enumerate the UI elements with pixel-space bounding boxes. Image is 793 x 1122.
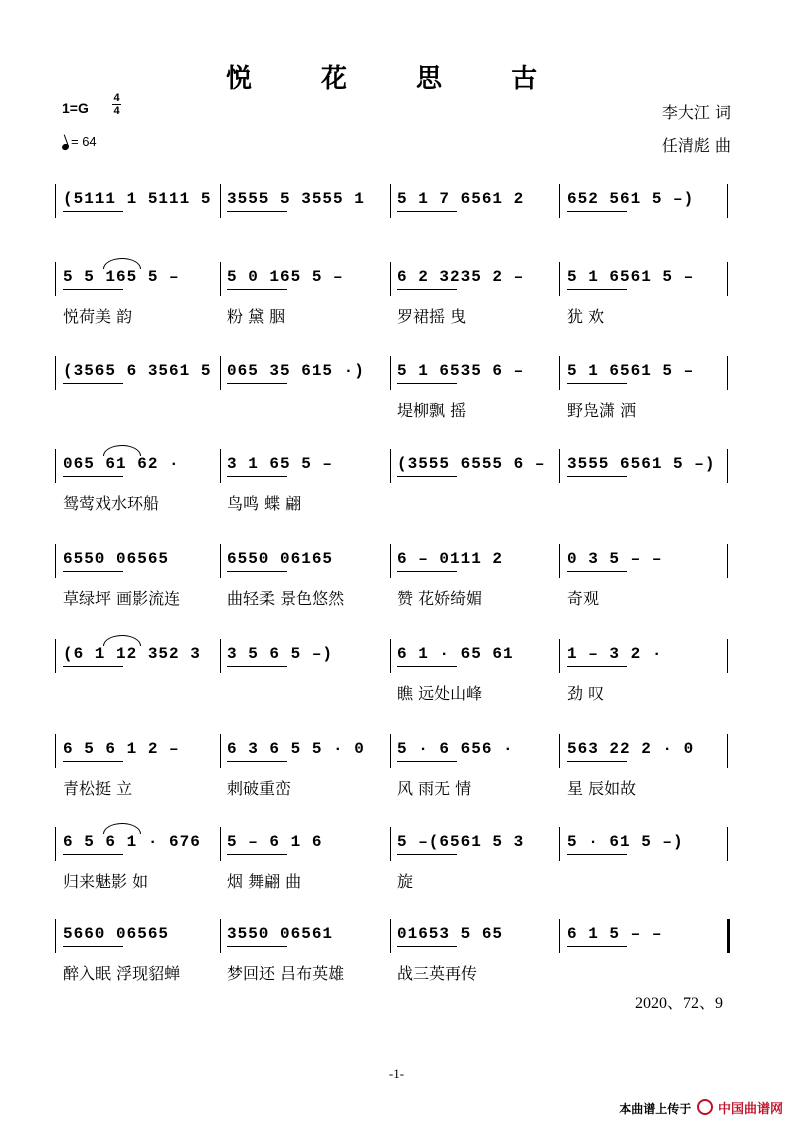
barline <box>559 262 560 296</box>
lyric-text: 旋 <box>397 872 414 891</box>
lyric-text: 刺破重峦 <box>227 779 292 798</box>
barline <box>220 262 221 296</box>
tempo-marking <box>62 134 97 149</box>
barline <box>220 827 221 861</box>
beam-underline <box>227 211 287 212</box>
measure-notes: 3 1 65 5 – <box>227 455 334 473</box>
page-number: -1- <box>388 1066 405 1081</box>
measure-notes: 5 5 165 5 – <box>63 268 180 286</box>
measure-notes: 6 5 6 1 · 676 <box>63 833 201 851</box>
slur-mark <box>103 445 141 456</box>
staff-row <box>55 833 735 861</box>
beam-underline <box>397 666 457 667</box>
beam-underline <box>227 854 287 855</box>
barline <box>220 356 221 390</box>
measure-notes: 5 1 6535 6 – <box>397 362 525 380</box>
key-signature: 1=G <box>62 100 89 116</box>
beam-underline <box>567 854 627 855</box>
barline <box>220 544 221 578</box>
beam-underline <box>567 571 627 572</box>
barline <box>727 356 728 390</box>
barline <box>390 919 391 953</box>
beam-underline <box>63 289 123 290</box>
beam-underline <box>567 946 627 947</box>
time-signature-bottom: 4 <box>113 105 120 117</box>
lyric-text: 草绿坪 画影流连 <box>63 589 181 608</box>
lyric-row <box>55 586 735 608</box>
beam-underline <box>63 666 123 667</box>
barline <box>220 919 221 953</box>
beam-underline <box>397 211 457 212</box>
lyric-text: 野凫潇 洒 <box>567 401 637 420</box>
barline <box>727 639 728 673</box>
barline <box>55 734 56 768</box>
beam-underline <box>397 571 457 572</box>
barline <box>390 356 391 390</box>
barline <box>390 827 391 861</box>
beam-underline <box>227 289 287 290</box>
barline <box>727 827 728 861</box>
lyric-text: 风 雨无 情 <box>397 779 472 798</box>
barline <box>55 262 56 296</box>
barline <box>220 449 221 483</box>
lyric-text: 曲轻柔 景色悠然 <box>227 589 345 608</box>
barline <box>55 544 56 578</box>
staff-row <box>55 362 735 390</box>
lyric-text: 青松挺 立 <box>63 779 133 798</box>
measure-notes: 5 – 6 1 6 <box>227 833 323 851</box>
barline <box>390 544 391 578</box>
lyric-text: 鸟鸣 蝶 翩 <box>227 494 302 513</box>
barline <box>727 184 728 218</box>
measure-notes: 5 1 7 6561 2 <box>397 190 525 208</box>
measure-notes: 01653 5 65 <box>397 925 504 943</box>
barline <box>559 827 560 861</box>
beam-underline <box>63 946 123 947</box>
measure-notes: 3555 6561 5 –) <box>567 455 716 473</box>
measure-notes: (3565 6 3561 5 <box>63 362 212 380</box>
lyric-row <box>55 869 735 891</box>
lyric-text: 罗裙摇 曳 <box>397 307 467 326</box>
lyric-text: 劲 叹 <box>567 684 605 703</box>
lyric-text: 归来魅影 如 <box>63 872 149 891</box>
barline <box>55 356 56 390</box>
beam-underline <box>227 946 287 947</box>
lyric-text: 梦回还 吕布英雄 <box>227 964 345 983</box>
beam-underline <box>63 476 123 477</box>
barline <box>390 262 391 296</box>
staff-row <box>55 268 735 296</box>
beam-underline <box>397 476 457 477</box>
beam-underline <box>63 211 123 212</box>
time-signature <box>112 92 121 117</box>
measure-notes: 6 5 6 1 2 – <box>63 740 180 758</box>
measure-notes: 3 5 6 5 –) <box>227 645 334 663</box>
measure-notes: 5 · 6 656 · <box>397 740 514 758</box>
barline <box>559 184 560 218</box>
lyric-row <box>55 776 735 798</box>
measure-notes: 5 0 165 5 – <box>227 268 344 286</box>
beam-underline <box>63 383 123 384</box>
barline <box>727 262 728 296</box>
barline <box>390 734 391 768</box>
date: 2020、72、9 <box>634 995 723 1012</box>
beam-underline <box>567 383 627 384</box>
measure-notes: 6550 06165 <box>227 550 334 568</box>
lyric-row <box>55 304 735 326</box>
measure-notes: 5 · 61 5 –) <box>567 833 684 851</box>
barline <box>559 639 560 673</box>
lyric-text: 星 辰如故 <box>567 779 637 798</box>
barline <box>220 184 221 218</box>
beam-underline <box>63 761 123 762</box>
beam-underline <box>567 289 627 290</box>
measure-notes: 6 2 3235 2 – <box>397 268 525 286</box>
time-signature-top: 4 <box>113 92 120 104</box>
lyricist-credit: 李大江 词 <box>661 103 731 122</box>
measure-notes: 0 3 5 – – <box>567 550 663 568</box>
barline <box>390 639 391 673</box>
measure-notes: (5111 1 5111 5 <box>63 190 212 208</box>
lyric-row <box>55 398 735 420</box>
barline <box>55 827 56 861</box>
quarter-note-icon <box>61 143 70 151</box>
lyric-text: 粉 黛 胭 <box>227 307 286 326</box>
staff-row <box>55 190 735 218</box>
beam-underline <box>227 666 287 667</box>
lyric-text: 悦荷美 韵 <box>63 307 133 326</box>
measure-notes: 5 1 6561 5 – <box>567 268 695 286</box>
measure-notes: 5 –(6561 5 3 <box>397 833 525 851</box>
measure-notes: 6 3 6 5 5 · 0 <box>227 740 365 758</box>
measure-notes: 563 22 2 · 0 <box>567 740 695 758</box>
measure-notes: 3550 06561 <box>227 925 334 943</box>
measure-notes: 5 1 6561 5 – <box>567 362 695 380</box>
measure-notes: 5660 06565 <box>63 925 170 943</box>
tempo-value: = 64 <box>71 134 97 149</box>
lyric-text: 鸳莺戏水环船 <box>63 494 160 513</box>
lyric-row <box>55 961 735 983</box>
measure-notes: 6 1 5 – – <box>567 925 663 943</box>
lyric-text: 犹 欢 <box>567 307 605 326</box>
measure-notes: (3555 6555 6 – <box>397 455 546 473</box>
slur-mark <box>103 258 141 269</box>
barline <box>559 734 560 768</box>
beam-underline <box>63 854 123 855</box>
staff-row <box>55 645 735 673</box>
footer <box>619 1098 783 1117</box>
barline <box>559 449 560 483</box>
measure-notes: 6550 06565 <box>63 550 170 568</box>
footer-brand: 中国曲谱网 <box>717 1101 783 1116</box>
lyric-row <box>55 681 735 703</box>
beam-underline <box>397 289 457 290</box>
barline <box>55 919 56 953</box>
staff-row <box>55 455 735 483</box>
slur-mark <box>103 635 141 646</box>
barline <box>727 544 728 578</box>
beam-underline <box>567 666 627 667</box>
beam-underline <box>567 476 627 477</box>
barline <box>559 919 560 953</box>
barline <box>727 449 728 483</box>
composer-credit: 任清彪 曲 <box>661 136 731 155</box>
barline <box>55 449 56 483</box>
barline <box>559 356 560 390</box>
measure-notes: 1 – 3 2 · <box>567 645 663 663</box>
beam-underline <box>227 761 287 762</box>
beam-underline <box>567 761 627 762</box>
barline <box>55 184 56 218</box>
lyric-text: 战三英再传 <box>397 964 478 983</box>
staff-row <box>55 550 735 578</box>
barline <box>55 639 56 673</box>
barline <box>390 184 391 218</box>
barline <box>727 919 730 953</box>
beam-underline <box>397 854 457 855</box>
beam-underline <box>567 211 627 212</box>
barline <box>220 734 221 768</box>
slur-mark <box>103 823 141 834</box>
site-logo-icon <box>697 1099 713 1115</box>
beam-underline <box>63 571 123 572</box>
beam-underline <box>227 571 287 572</box>
lyric-text: 奇观 <box>567 589 600 608</box>
beam-underline <box>397 383 457 384</box>
measure-notes: 3555 5 3555 1 <box>227 190 365 208</box>
beam-underline <box>397 761 457 762</box>
lyric-text: 堤柳飘 摇 <box>397 401 467 420</box>
measure-notes: 652 561 5 –) <box>567 190 695 208</box>
beam-underline <box>227 476 287 477</box>
measure-notes: 065 61 62 · <box>63 455 180 473</box>
beam-underline <box>397 946 457 947</box>
barline <box>220 639 221 673</box>
lyric-row <box>55 491 735 513</box>
lyric-text: 烟 舞翩 曲 <box>227 872 302 891</box>
staff-row <box>55 925 735 953</box>
measure-notes: (6 1 12 352 3 <box>63 645 201 663</box>
barline <box>390 449 391 483</box>
lyric-text: 醉入眠 浮现貂蝉 <box>63 964 181 983</box>
footer-text: 本曲谱上传于 <box>619 1102 692 1116</box>
beam-underline <box>227 383 287 384</box>
barline <box>559 544 560 578</box>
lyric-text: 瞧 远处山峰 <box>397 684 483 703</box>
measure-notes: 6 – 0111 2 <box>397 550 504 568</box>
song-title: 悦 花 思 古 <box>225 64 568 94</box>
measure-notes: 6 1 · 65 61 <box>397 645 514 663</box>
barline <box>727 734 728 768</box>
staff-row <box>55 740 735 768</box>
measure-notes: 065 35 615 ·) <box>227 362 365 380</box>
lyric-text: 赞 花娇绮媚 <box>397 589 483 608</box>
